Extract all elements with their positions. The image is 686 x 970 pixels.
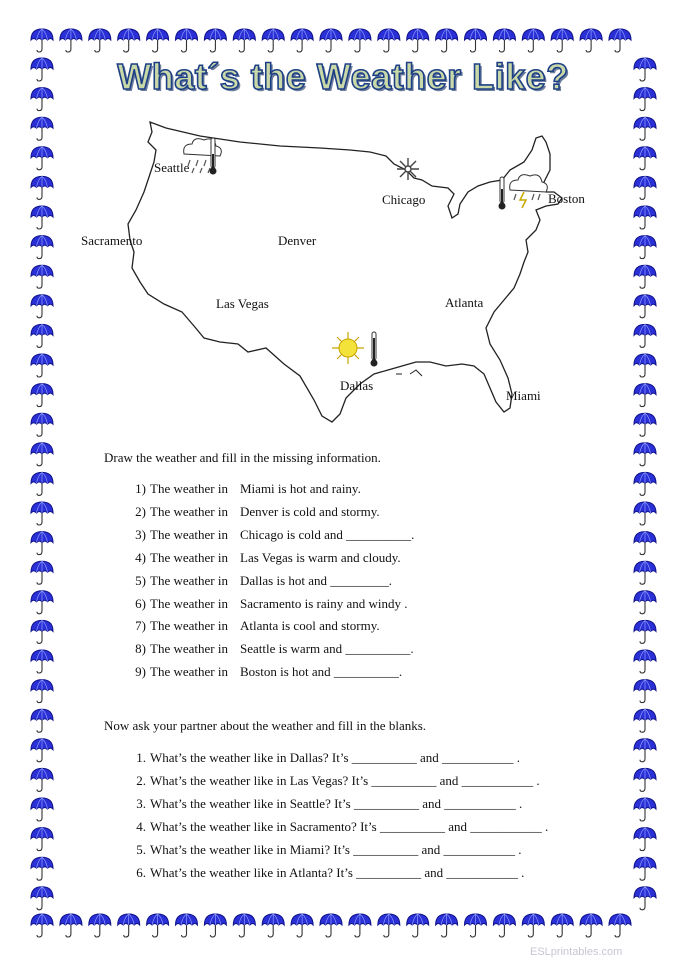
item-lead: The weather in <box>150 503 228 519</box>
city-label-chicago: Chicago <box>382 192 426 207</box>
umbrella-icon <box>634 443 656 466</box>
umbrella-icon <box>31 324 53 347</box>
umbrella-icon <box>634 413 656 436</box>
item-lead: The weather in <box>150 549 228 565</box>
exercise1-item <box>124 573 392 591</box>
umbrella-icon <box>31 502 53 525</box>
item-text: What’s the weather like in Miami? It’s __________ and ___________ . <box>150 842 522 857</box>
umbrella-icon <box>407 29 429 52</box>
exercise1-item <box>124 664 402 682</box>
item-lead: The weather in <box>150 664 228 680</box>
umbrella-icon <box>634 828 656 851</box>
umbrella-icon <box>551 29 573 52</box>
umbrella-icon <box>634 709 656 732</box>
umbrella-icon <box>493 29 515 52</box>
umbrella-icon <box>634 472 656 495</box>
item-text: Las Vegas is warm and cloudy. <box>240 549 401 565</box>
item-text: Atlanta is cool and stormy. <box>240 618 380 634</box>
city-label-denver: Denver <box>278 233 317 248</box>
thermometer-icon <box>371 332 378 367</box>
exercise1-item <box>124 504 380 522</box>
umbrella-icon <box>609 29 631 52</box>
umbrella-icon <box>262 914 284 937</box>
umbrella-icon <box>31 443 53 466</box>
umbrella-icon <box>634 265 656 288</box>
umbrella-icon <box>60 914 82 937</box>
item-lead: The weather in <box>150 641 228 657</box>
umbrella-icon <box>31 857 53 880</box>
exercise1-item <box>124 641 414 659</box>
umbrella-icon <box>349 29 371 52</box>
item-text: What’s the weather like in Dallas? It’s __________ and ___________ . <box>150 750 521 765</box>
item-number: 5. <box>136 842 146 857</box>
umbrella-icon <box>89 29 111 52</box>
umbrella-icon <box>31 591 53 614</box>
umbrella-icon <box>31 147 53 170</box>
umbrella-icon <box>147 914 169 937</box>
umbrella-icon <box>634 887 656 910</box>
umbrella-icon <box>262 29 284 52</box>
exercise1-item <box>124 618 380 636</box>
umbrella-icon <box>204 29 226 52</box>
worksheet-title: What´s the Weather Like? <box>117 56 569 97</box>
umbrella-icon <box>31 914 53 937</box>
umbrella-icon <box>31 680 53 703</box>
umbrella-icon <box>118 914 140 937</box>
umbrella-icon <box>31 29 53 52</box>
umbrella-icon <box>31 620 53 643</box>
exercise1-instruction: Draw the weather and fill in the missing information. <box>104 450 381 465</box>
exercise1-item <box>124 481 361 499</box>
umbrella-icon <box>31 532 53 555</box>
umbrella-icon <box>31 236 53 259</box>
umbrella-icon <box>634 295 656 318</box>
umbrella-icon <box>31 472 53 495</box>
item-number: 4) <box>135 549 146 565</box>
item-text: Miami is hot and rainy. <box>240 481 361 496</box>
umbrella-icon <box>522 914 544 937</box>
exercise1-item <box>124 550 401 568</box>
umbrella-icon <box>89 914 111 937</box>
item-text: Boston is hot and __________. <box>240 664 403 680</box>
umbrella-icon <box>634 117 656 140</box>
item-text: Sacramento is rainy and windy . <box>240 595 408 611</box>
item-number: 6) <box>135 595 146 611</box>
umbrella-icon <box>634 324 656 347</box>
umbrella-icon <box>634 176 656 199</box>
umbrella-icon <box>634 798 656 821</box>
umbrella-icon <box>580 914 602 937</box>
item-text: What’s the weather like in Sacramento? It’s __________ and ___________ . <box>150 819 549 834</box>
usa-map <box>70 112 590 432</box>
umbrella-icon <box>465 29 487 52</box>
item-number: 5) <box>135 572 146 588</box>
umbrella-icon <box>634 650 656 673</box>
umbrella-icon <box>465 914 487 937</box>
item-number: 9) <box>135 664 146 680</box>
thermometer-icon <box>499 177 506 210</box>
exercise2-item <box>124 773 540 791</box>
umbrella-icon <box>31 650 53 673</box>
item-number: 1. <box>136 750 146 765</box>
umbrella-icon <box>31 176 53 199</box>
umbrella-icon <box>31 295 53 318</box>
item-lead: The weather in <box>150 572 228 588</box>
umbrella-icon <box>118 29 140 52</box>
umbrella-icon <box>634 620 656 643</box>
umbrella-icon <box>31 798 53 821</box>
umbrella-icon <box>522 29 544 52</box>
city-label-atlanta: Atlanta <box>445 295 484 310</box>
umbrella-icon <box>378 914 400 937</box>
umbrella-icon <box>176 29 198 52</box>
item-number: 7) <box>135 618 146 634</box>
umbrella-icon <box>31 265 53 288</box>
item-text: Dallas is hot and _________. <box>240 572 393 588</box>
item-lead: The weather in <box>150 481 228 496</box>
city-label-las-vegas: Las Vegas <box>216 296 269 311</box>
item-lead: The weather in <box>150 595 228 611</box>
exercise2-instruction: Now ask your partner about the weather and fill in the blanks. <box>104 718 427 733</box>
umbrella-icon <box>291 914 313 937</box>
item-number: 1) <box>135 481 146 496</box>
exercise2-item <box>124 750 520 768</box>
umbrella-icon <box>31 709 53 732</box>
snowflake-icon <box>397 158 419 180</box>
item-number: 3) <box>135 526 146 542</box>
umbrella-icon <box>31 739 53 762</box>
umbrella-icon <box>233 29 255 52</box>
umbrella-icon <box>233 914 255 937</box>
exercise1-item <box>124 596 408 614</box>
umbrella-icon <box>349 914 371 937</box>
item-lead: The weather in <box>150 526 228 542</box>
item-number: 3. <box>136 796 146 811</box>
umbrella-icon <box>634 206 656 229</box>
umbrella-icon <box>634 768 656 791</box>
item-number: 2) <box>135 503 146 519</box>
umbrella-icon <box>147 29 169 52</box>
umbrella-icon <box>31 354 53 377</box>
city-label-sacramento: Sacramento <box>81 233 143 248</box>
sun-icon <box>332 332 364 364</box>
storm-cloud-icon <box>510 175 548 208</box>
item-number: 6. <box>136 865 146 880</box>
item-text: What’s the weather like in Seattle? It’s __________ and ___________ . <box>150 796 523 811</box>
umbrella-icon <box>320 914 342 937</box>
umbrella-icon <box>634 502 656 525</box>
exercise2-item <box>124 819 548 837</box>
umbrella-icon <box>634 236 656 259</box>
exercise2-item <box>124 842 522 860</box>
umbrella-icon <box>291 29 313 52</box>
umbrella-icon <box>31 384 53 407</box>
item-text: Chicago is cold and __________. <box>240 526 415 542</box>
exercise2-item <box>124 865 524 883</box>
umbrella-icon <box>31 828 53 851</box>
city-label-boston: Boston <box>548 191 585 206</box>
city-label-miami: Miami <box>506 388 541 403</box>
thermometer-icon <box>210 138 217 175</box>
umbrella-icon <box>634 147 656 170</box>
umbrella-icon <box>176 914 198 937</box>
umbrella-icon <box>634 384 656 407</box>
umbrella-icon <box>31 887 53 910</box>
exercise1-item <box>124 527 414 545</box>
city-label-seattle: Seattle <box>154 160 190 175</box>
umbrella-icon <box>407 914 429 937</box>
item-text: Seattle is warm and __________. <box>240 641 414 657</box>
item-number: 8) <box>135 641 146 657</box>
umbrella-icon <box>634 354 656 377</box>
umbrella-icon <box>436 914 458 937</box>
umbrella-icon <box>493 914 515 937</box>
umbrella-icon <box>551 914 573 937</box>
item-text: What’s the weather like in Las Vegas? It’s __________ and ___________ . <box>150 773 540 788</box>
umbrella-icon <box>31 117 53 140</box>
umbrella-icon <box>609 914 631 937</box>
umbrella-icon <box>634 857 656 880</box>
umbrella-icon <box>378 29 400 52</box>
umbrella-icon <box>634 561 656 584</box>
item-text: What’s the weather like in Atlanta? It’s __________ and ___________ . <box>150 865 525 880</box>
item-number: 2. <box>136 773 146 788</box>
city-label-dallas: Dallas <box>340 378 374 393</box>
umbrella-icon <box>60 29 82 52</box>
umbrella-icon <box>320 29 342 52</box>
umbrella-icon <box>31 561 53 584</box>
umbrella-icon <box>634 739 656 762</box>
umbrella-icon <box>634 680 656 703</box>
umbrella-icon <box>634 532 656 555</box>
umbrella-icon <box>634 591 656 614</box>
watermark: ESLprintables.com <box>530 946 623 958</box>
item-number: 4. <box>136 819 146 834</box>
umbrella-icon <box>580 29 602 52</box>
umbrella-icon <box>204 914 226 937</box>
umbrella-icon <box>31 768 53 791</box>
usa-outline <box>128 122 562 422</box>
umbrella-icon <box>31 413 53 436</box>
umbrella-icon <box>436 29 458 52</box>
umbrella-icon <box>31 206 53 229</box>
exercise2-item <box>124 796 522 814</box>
item-lead: The weather in <box>150 618 228 634</box>
item-text: Denver is cold and stormy. <box>240 503 380 519</box>
